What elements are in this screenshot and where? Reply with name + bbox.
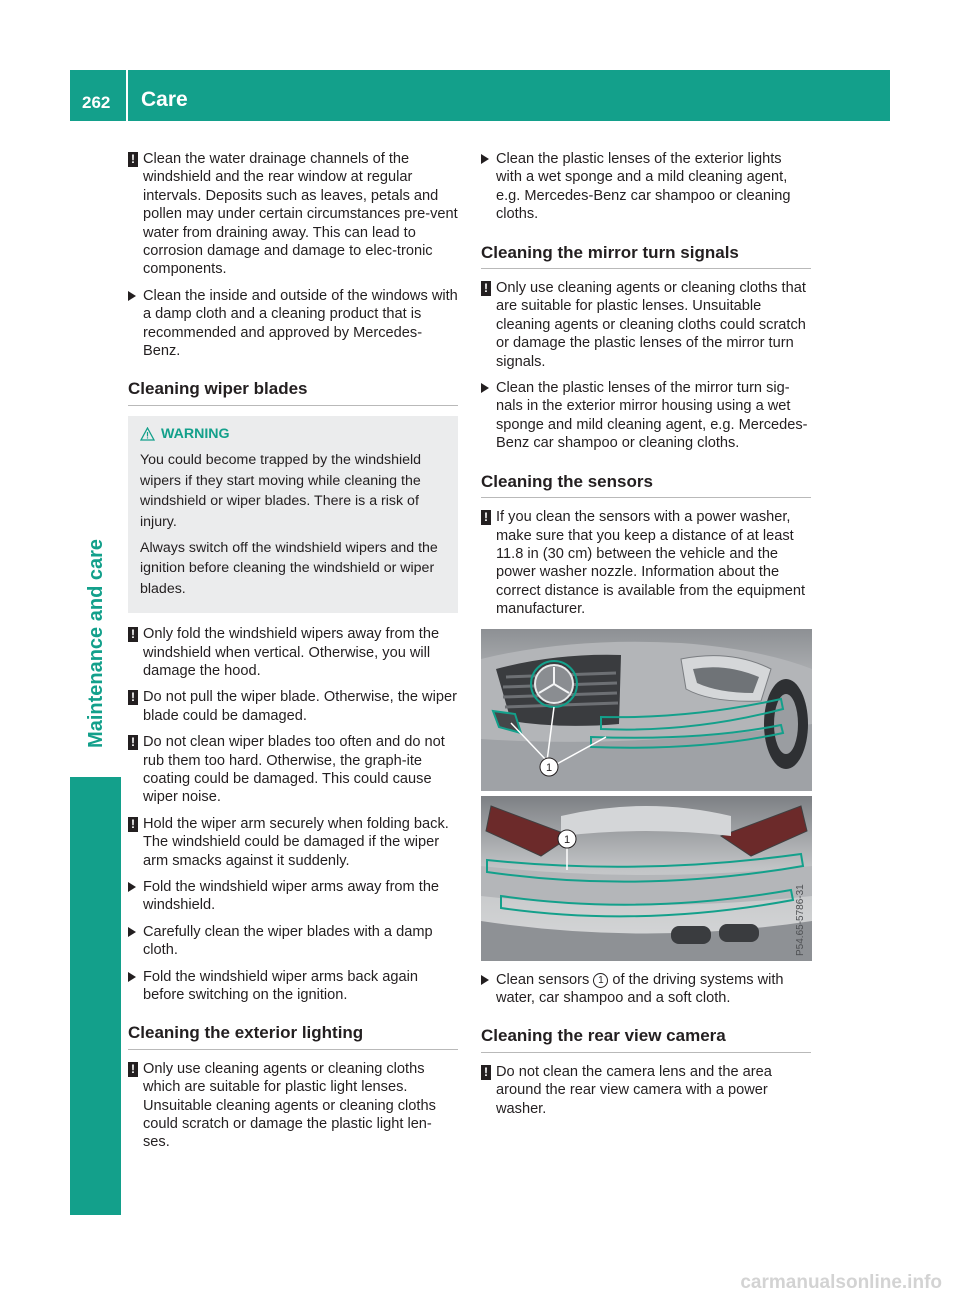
- item-list: [128, 1060, 458, 1152]
- exclamation-box-icon: !: [128, 1062, 138, 1077]
- rear-bumper-image: [481, 796, 812, 961]
- exclamation-box-icon: !: [128, 627, 138, 642]
- step-item: [128, 923, 458, 960]
- note-text: Do not clean wiper blades too often and do not rub them too hard. Otherwise, the graph-ite coating could be damaged. This could cause wiper noise.: [143, 734, 445, 806]
- sidebar-block: [70, 777, 121, 1215]
- note-text: If you clean the sensors with a power washer, make sure that you keep a distance of at least 11.8 in (30 cm) between the vehicle and the power washer nozzle. Information about the correct distance is available from the equipment manufacturer.: [496, 509, 806, 618]
- right-column: [481, 150, 811, 1126]
- item-list: [481, 1063, 811, 1118]
- step-text: Fold the windshield wiper arms away from the windshield.: [143, 879, 440, 914]
- arrow-right-icon: [481, 383, 489, 393]
- step-text: Fold the windshield wiper arms back again before switching on the ignition.: [143, 968, 418, 1004]
- step-text: Clean the plastic lenses of the exterior lights with a wet sponge and a mild cleaning agent, e.g. Mercedes-Benz car shampoo or cleaning cloths.: [496, 151, 791, 223]
- note-item: [128, 1060, 458, 1152]
- warning-title: [140, 424, 450, 444]
- sidebar: [70, 135, 121, 1215]
- note-text: Only use cleaning agents or cleaning cloths which are suitable for plastic light lenses. Unsuitable cleaning agents or cleaning cloths could scratch or damage the plastic light len-ses.: [143, 1060, 436, 1151]
- note-item: [128, 733, 458, 807]
- figure-callout: 1: [545, 761, 553, 774]
- warning-triangle-icon: [140, 427, 155, 441]
- step-item: [128, 878, 458, 915]
- exclamation-box-icon: !: [128, 817, 138, 832]
- note-text: Only use cleaning agents or cleaning cloths that are suitable for plastic lenses. Unsuitable cleaning agents or cleaning cloths could scratch or damage the plastic lenses of the mirror turn signals.: [496, 280, 806, 370]
- section-heading: Cleaning the rear view camera: [481, 1027, 811, 1052]
- arrow-right-icon: [128, 882, 136, 892]
- step-item: [481, 150, 811, 224]
- section-tab[interactable]: [70, 135, 121, 748]
- item-list: [481, 150, 811, 224]
- front-bumper-image: [481, 629, 812, 791]
- warning-text: You could become trapped by the windshield wipers if they start moving while cleaning the windshield or wiper blades. There is a risk of injury.: [140, 452, 422, 530]
- exclamation-box-icon: !: [481, 1065, 491, 1080]
- step-item: [481, 379, 811, 453]
- note-item: [128, 150, 458, 279]
- arrow-right-icon: [128, 291, 136, 301]
- step-text: Clean the inside and outside of the windows with a damp cloth and a cleaning product that is recommended and approved by Mercedes-Benz.: [143, 287, 458, 360]
- exclamation-box-icon: !: [481, 510, 491, 525]
- chapter-title: Care: [141, 88, 188, 111]
- note-item: [481, 279, 811, 371]
- note-item: [128, 815, 458, 870]
- warning-title-text: WARNING: [161, 425, 230, 442]
- step-text: Carefully clean the wiper blades with a damp cloth.: [143, 923, 433, 959]
- figure-code: P54.65-5786-31: [795, 883, 806, 956]
- note-text: Only fold the windshield wipers away from the windshield when vertical. Otherwise, you will damage the hood.: [143, 626, 440, 679]
- note-text: Hold the wiper arm securely when folding back. The windshield could be damaged if the wiper arm smacks against it suddenly.: [143, 815, 449, 869]
- note-item: [128, 688, 458, 725]
- arrow-right-icon: [481, 154, 489, 164]
- section-heading: Cleaning wiper blades: [128, 380, 458, 405]
- section-heading: Cleaning the sensors: [481, 473, 811, 498]
- exclamation-box-icon: !: [481, 281, 491, 296]
- callout-marker: 1: [593, 973, 608, 988]
- sensor-figure: [481, 629, 812, 961]
- note-text: Do not pull the wiper blade. Otherwise, the wiper blade could be damaged.: [143, 689, 457, 724]
- left-column: [128, 150, 458, 1160]
- item-list: [481, 279, 811, 453]
- note-item: [481, 1063, 811, 1118]
- arrow-right-icon: [128, 972, 136, 982]
- warning-box: [128, 416, 458, 613]
- item-list: [128, 150, 458, 360]
- figure-callout: 1: [563, 833, 571, 846]
- step-item: [128, 287, 458, 361]
- arrow-right-icon: [481, 975, 489, 985]
- section-heading: Cleaning the exterior lighting: [128, 1024, 458, 1049]
- header-separator: [126, 70, 128, 121]
- note-item: [481, 508, 811, 618]
- section-label: Maintenance and care: [85, 539, 107, 748]
- exclamation-box-icon: !: [128, 735, 138, 750]
- exclamation-box-icon: !: [128, 690, 138, 705]
- page-header: [70, 70, 890, 121]
- item-list: [481, 508, 811, 618]
- note-text: Do not clean the camera lens and the area around the rear view camera with a power washer.: [496, 1063, 772, 1117]
- step-item: [128, 968, 458, 1005]
- exclamation-box-icon: !: [128, 152, 138, 167]
- step-text: Clean the plastic lenses of the mirror turn sig-nals in the exterior mirror housing using a wet sponge and mild cleaning agent, e.g. Mercedes-Benz car shampoo or cleaning cloths.: [496, 380, 808, 452]
- sensor-step: [481, 971, 811, 1008]
- site-watermark: carmanualsonline.info: [740, 1272, 942, 1293]
- note-item: [128, 625, 458, 680]
- step-text: Clean sensors: [496, 971, 594, 988]
- item-list: [128, 625, 458, 1004]
- arrow-right-icon: [128, 927, 136, 937]
- step-text: of the driving systems with water, car shampoo and a soft cloth.: [496, 971, 784, 1006]
- section-heading: Cleaning the mirror turn signals: [481, 244, 811, 269]
- note-text: Clean the water drainage channels of the windshield and the rear window at regular intervals. Deposits such as leaves, petals and pollen may under certain circumstances pre-vent water from draining away. This can lead to corrosion damage and damage to elec-tronic components.: [143, 151, 458, 278]
- warning-text: Always switch off the windshield wipers and the ignition before cleaning the windshield or wiper blades.: [140, 539, 438, 597]
- page-number: 262: [82, 93, 111, 112]
